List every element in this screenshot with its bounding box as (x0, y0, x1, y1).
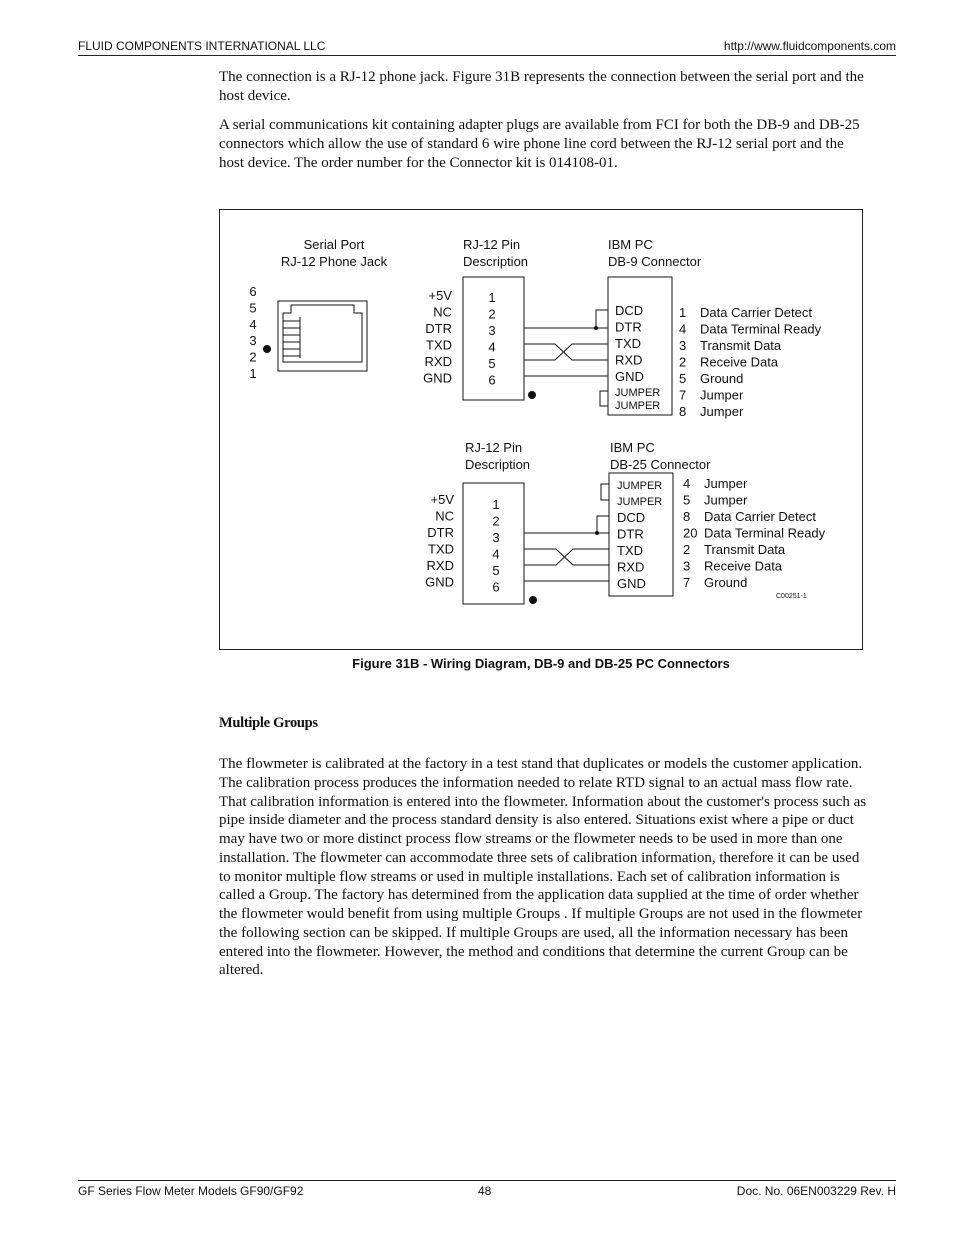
db25-wires (524, 484, 609, 581)
figure-caption: Figure 31B - Wiring Diagram, DB-9 and DB-25 PC Connectors (352, 656, 730, 671)
paragraph-connection: The connection is a RJ-12 phone jack. Figure 31B represents the connection between the serial port and the host device. (219, 69, 864, 104)
rj12-pin-number: 4 (492, 546, 500, 562)
rj12-title-db9: RJ-12 Pin (463, 237, 521, 252)
footer-model: GF Series Flow Meter Models GF90/GF92 (78, 1184, 304, 1198)
jack-pin-number: 2 (249, 349, 257, 365)
db25-pin-number: 20 (683, 525, 698, 541)
db25-pin-number: 3 (683, 558, 691, 574)
jack-pin-number: 4 (249, 316, 257, 332)
db9-pin-number: 1 (679, 305, 687, 320)
db25-box-label: DCD (617, 510, 646, 525)
jack-pin-number: 6 (249, 284, 257, 299)
db9-pin-description: Jumper (700, 387, 744, 403)
rj12-signal-label: GND (425, 574, 454, 590)
rj12-signal-label: NC (433, 304, 452, 320)
db9-pin-description: Transmit Data (700, 338, 782, 353)
footer-rule (78, 1180, 896, 1181)
db25-box-label: JUMPER (617, 496, 663, 508)
rj12-signal-label: DTR (425, 321, 452, 336)
db9-title: IBM PC (608, 237, 653, 252)
rj12-pin-number: 2 (492, 513, 500, 529)
db9-pin-number: 7 (679, 387, 687, 403)
rj12-pin-number: 6 (488, 372, 496, 388)
jack-pin-number: 1 (249, 366, 257, 381)
db9-pin-description: Receive Data (700, 354, 779, 370)
rj12-signal-label: RXD (424, 354, 452, 369)
rj12-pin-1-dot-db9 (528, 391, 536, 399)
rj12-pin-number: 1 (488, 290, 496, 305)
db9-box-label: TXD (615, 336, 641, 351)
db9-pin-number: 4 (679, 321, 687, 337)
db9-box-label: RXD (615, 352, 643, 368)
rj12-jack-socket (283, 305, 362, 362)
db25-pin-description: Ground (704, 575, 748, 590)
jack-pin-number: 3 (249, 333, 257, 349)
db9-pin-description: Data Terminal Ready (700, 321, 822, 337)
rj12-signal-label: DTR (427, 525, 454, 540)
rj12-subtitle-db25: Description (465, 457, 531, 472)
db25-box-label: RXD (617, 559, 645, 575)
wiring-diagram (220, 210, 864, 651)
db9-box-label: DTR (615, 319, 642, 335)
rj12-pin-number: 4 (488, 339, 496, 355)
rj12-signal-label: RXD (426, 558, 454, 573)
db25-pin-number: 4 (683, 476, 691, 491)
header-rule (78, 55, 896, 56)
db9-pin-description: Data Carrier Detect (700, 305, 812, 320)
db25-pin-description: Data Carrier Detect (704, 509, 816, 524)
serial-port-title: Serial Port (303, 237, 365, 252)
wiring-diagram-figure (219, 209, 863, 650)
db9-box-label: DCD (615, 303, 644, 318)
db25-pin-number: 8 (683, 509, 691, 524)
rj12-title-db25: RJ-12 Pin (465, 440, 523, 455)
paragraph-multiple-groups: The flowmeter is calibrated at the factory in a test stand that duplicates or models the customer application. The calibration process produces the information needed to relate RTD signal to an actual mass flow rate. That calibration information is entered into the flowmeter. Information about the customer's process such as pipe inside diameter and the process standard density is also entered. Situations exist where a pipe or duct may have two or more distinct process flow streams or the flowmeter needs to be used in more than one installation. The flowmeter can accommodate three sets of calibration information, therefore it can be used to monitor multiple flow streams or used in multiple installations. Each set of calibration information is called a Group. The factory has determined from the application data supplied at the time of order whether the flowmeter would benefit from using multiple Groups . If multiple Groups are not used in the flowmeter the following section can be skipped. If multiple Groups are used, all the information necessary has been entered into the flowmeter. However, the method and conditions that determine the current Group can be altered. (219, 756, 867, 979)
db25-pin-number: 2 (683, 542, 691, 557)
rj12-pin-number: 5 (488, 356, 496, 371)
rj12-subtitle-db9: Description (463, 254, 529, 269)
rj12-signal-label: NC (435, 508, 454, 524)
db25-title: IBM PC (610, 440, 655, 455)
rj12-signal-label: +5V (428, 288, 452, 303)
footer-page-number: 48 (478, 1184, 492, 1198)
db9-box-label: GND (615, 369, 644, 384)
rj12-signal-label: +5V (430, 492, 454, 507)
db25-pin-description: Receive Data (704, 558, 783, 574)
rj12-signal-label: TXD (426, 337, 452, 353)
db9-box-label: JUMPER (615, 400, 661, 412)
db25-subtitle: DB-25 Connector (610, 457, 711, 472)
db9-pin-number: 8 (679, 404, 687, 419)
db9-subtitle: DB-9 Connector (608, 254, 702, 269)
db9-pin-number: 2 (679, 354, 687, 370)
paragraph-serial-kit: A serial communications kit containing adapter plugs are available from FCI for both the DB-9 and DB-25 connectors which allow the use of standard 6 wire phone line cord between the RJ-12 serial port and the host device. The order number for the Connector kit is 014108-01. (219, 117, 860, 171)
pin-1-marker-dot (263, 345, 271, 353)
db9-pin-number: 5 (679, 371, 687, 386)
rj12-pin-number: 3 (488, 323, 496, 338)
db9-pin-number: 3 (679, 338, 687, 353)
rj12-pin-number: 2 (488, 306, 496, 322)
db25-box-label: DTR (617, 526, 644, 542)
rj12-pin-number: 6 (492, 579, 500, 595)
db25-pin-number: 7 (683, 575, 691, 590)
db9-wires (524, 310, 608, 406)
db25-box-label: TXD (617, 543, 643, 558)
db25-pin-number: 5 (683, 492, 691, 508)
serial-port-subtitle: RJ-12 Phone Jack (280, 254, 388, 269)
rj12-pin-number: 5 (492, 563, 500, 578)
header-company: FLUID COMPONENTS INTERNATIONAL LLC (78, 39, 326, 53)
rj12-pin-number: 1 (492, 497, 500, 512)
db25-box-label: GND (617, 576, 646, 591)
rj12-signal-label: GND (423, 370, 452, 386)
db9-pin-description: Jumper (700, 404, 744, 419)
drawing-code: C00251-1 (776, 593, 807, 600)
rj12-signal-label: TXD (428, 541, 454, 557)
header-url[interactable]: http://www.fluidcomponents.com (723, 39, 896, 53)
db25-box-label: JUMPER (617, 480, 663, 492)
db9-pin-description: Ground (700, 371, 744, 386)
db25-pin-description: Jumper (704, 476, 748, 491)
db25-pin-description: Data Terminal Ready (704, 525, 826, 541)
db25-pin-description: Jumper (704, 492, 748, 508)
footer-doc-number: Doc. No. 06EN003229 Rev. H (736, 1184, 896, 1198)
rj12-pin-1-dot-db25 (529, 596, 537, 604)
db25-pin-description: Transmit Data (704, 542, 786, 557)
section-heading: Multiple Groups (219, 715, 318, 731)
rj12-pin-number: 3 (492, 530, 500, 545)
db9-box-label: JUMPER (615, 387, 661, 399)
jack-pin-number: 5 (249, 300, 257, 316)
